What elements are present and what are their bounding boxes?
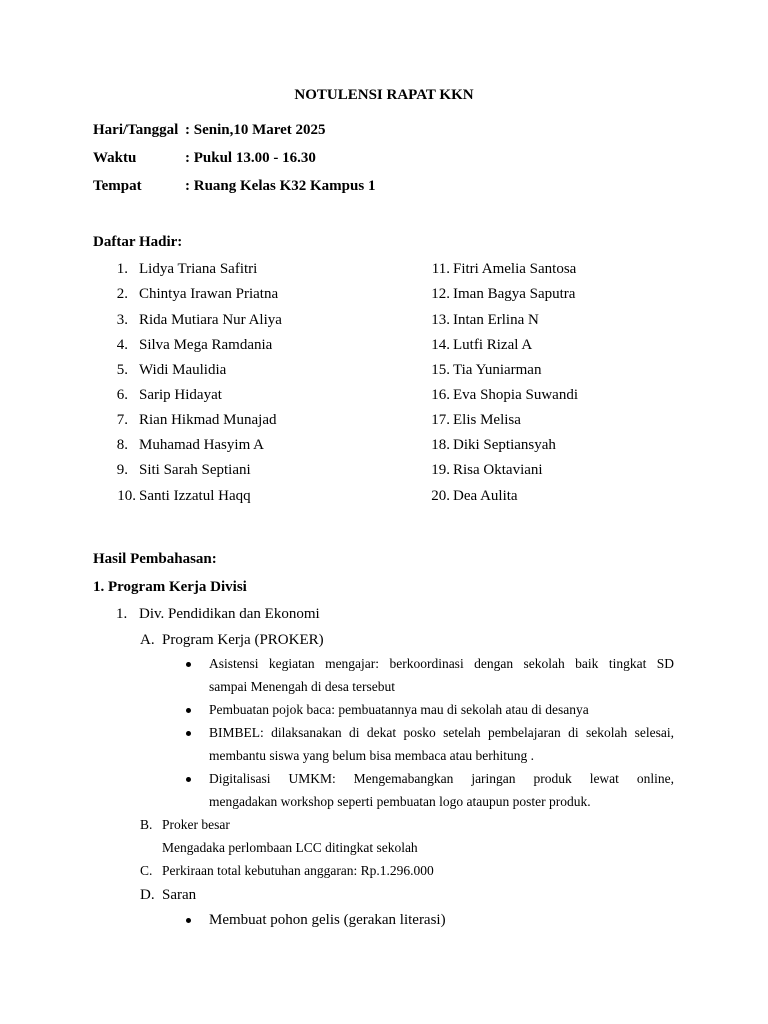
attendance-number: 20. [431,488,450,504]
item-d-letter: D. [140,887,155,903]
attendance-name: Chintya Irawan Priatna [139,286,279,302]
attendance-number: 1. [116,261,128,277]
attendance-number: 10. [117,488,136,504]
meta-value-place: : Ruang Kelas K32 Kampus 1 [185,178,376,194]
division-label: Div. Pendidikan dan Ekonomi [139,606,320,622]
attendance-name: Intan Erlina N [453,312,539,328]
attendance-name: Eva Shopia Suwandi [453,387,578,403]
attendance-number: 12. [431,286,450,302]
attendance-name: Sarip Hidayat [139,387,222,403]
item-c-letter: C. [140,863,153,878]
division-number: 1. [116,606,128,622]
attendance-name: Rian Hikmad Munajad [139,412,277,428]
attendance-number: 5. [116,362,128,378]
attendance-number: 7. [116,412,128,428]
meta-label-date: Hari/Tanggal [93,122,179,138]
section-program-kerja: 1. Program Kerja Divisi [93,579,247,595]
proker-item-line: sampai Menengah di desa tersebut [209,679,395,694]
proker-item-line: Digitalisasi UMKM: Mengemabangkan jaringan produk lewat online, [209,771,674,786]
attendance-name: Fitri Amelia Santosa [453,261,577,277]
bullet-icon [186,731,191,736]
meta-label-place: Tempat [93,178,142,194]
document-title: NOTULENSI RAPAT KKN [294,87,474,103]
attendance-number: 14. [431,337,450,353]
item-b-label: Proker besar [162,817,230,832]
results-heading: Hasil Pembahasan: [93,551,217,567]
attendance-name: Rida Mutiara Nur Aliya [139,312,282,328]
bullet-icon [186,918,191,923]
meta-label-time: Waktu [93,150,137,166]
proker-item-line: mengadakan workshop seperti pembuatan logo ataupun poster produk. [209,794,591,809]
saran-item: Membuat pohon gelis (gerakan literasi) [209,912,446,928]
bullet-icon [186,777,191,782]
attendance-name: Widi Maulidia [139,362,227,378]
attendance-number: 3. [116,312,128,328]
attendance-name: Dea Aulita [453,488,518,504]
attendance-number: 16. [431,387,450,403]
attendance-name: Tia Yuniarman [453,362,542,378]
attendance-number: 4. [116,337,128,353]
attendance-number: 8. [116,437,128,453]
attendance-number: 6. [116,387,128,403]
attendance-name: Elis Melisa [453,412,521,428]
attendance-name: Lidya Triana Safitri [139,261,258,277]
attendance-number: 2. [116,286,128,302]
attendance-number: 9. [116,462,128,478]
item-a-letter: A. [140,632,155,648]
attendance-name: Siti Sarah Septiani [139,462,251,478]
attendance-name: Diki Septiansyah [453,437,556,453]
attendance-name: Risa Oktaviani [453,462,543,478]
bullet-icon [186,708,191,713]
item-a-label: Program Kerja (PROKER) [162,632,324,648]
proker-item-line: membantu siswa yang belum bisa membaca atau berhitung . [209,748,535,763]
item-b-detail: Mengadaka perlombaan LCC ditingkat sekolah [162,840,418,855]
meta-value-date: : Senin,10 Maret 2025 [185,122,326,138]
attendance-number: 18. [431,437,450,453]
attendance-number: 19. [431,462,450,478]
attendance-name: Santi Izzatul Haqq [139,488,251,504]
proker-item-line: Asistensi kegiatan mengajar: berkoordinasi dengan sekolah baik tingkat SD [209,656,674,671]
attendance-number: 13. [431,312,450,328]
attendance-name: Lutfi Rizal A [453,337,533,353]
attendance-heading: Daftar Hadir: [93,234,183,250]
proker-item-line: BIMBEL: dilaksanakan di dekat posko setelah pembelajaran di sekolah selesai, [209,725,674,740]
attendance-name: Iman Bagya Saputra [453,286,576,302]
item-d-label: Saran [162,887,197,903]
proker-item-line: Pembuatan pojok baca: pembuatannya mau di sekolah atau di desanya [209,702,589,717]
attendance-name: Silva Mega Ramdania [139,337,273,353]
meta-value-time: : Pukul 13.00 - 16.30 [185,150,316,166]
attendance-number: 15. [431,362,450,378]
item-b-letter: B. [140,817,153,832]
item-c-label: Perkiraan total kebutuhan anggaran: Rp.1.296.000 [162,863,434,878]
bullet-icon [186,662,191,667]
attendance-number: 11. [431,261,450,277]
attendance-name: Muhamad Hasyim A [139,437,264,453]
attendance-number: 17. [431,412,450,428]
